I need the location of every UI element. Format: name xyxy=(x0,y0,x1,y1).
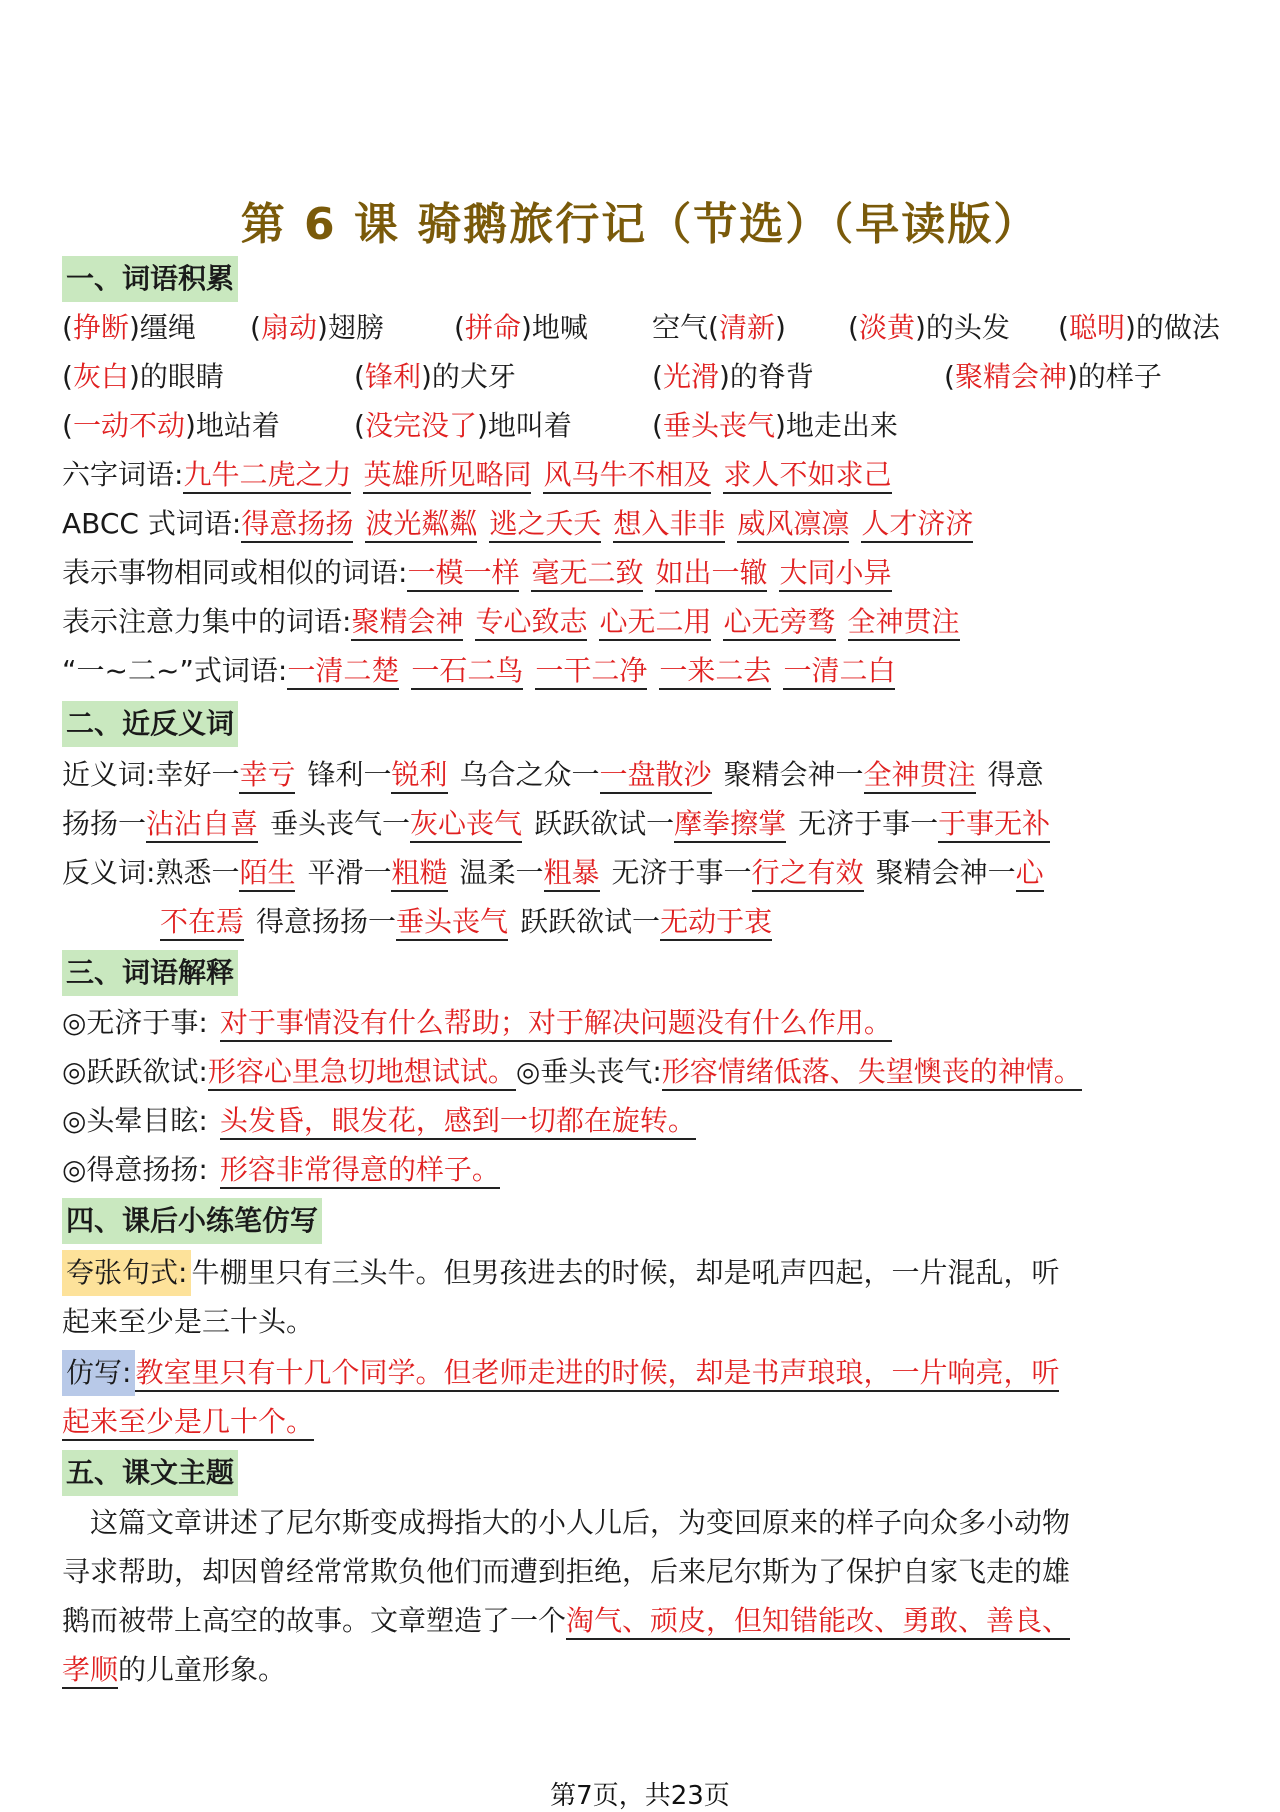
practice-imitation-line-2: 起来至少是几十个。 xyxy=(62,1399,314,1445)
imitation-label: 仿写: xyxy=(62,1350,135,1396)
practice-example-line-2: 起来至少是三十头。 xyxy=(62,1305,315,1338)
vocab-item: (锋利)的犬牙 xyxy=(354,360,516,393)
section-heading-synonyms xyxy=(62,701,238,747)
section-4-label: 四、课后小练笔仿写 xyxy=(62,1198,322,1244)
section-heading-practice xyxy=(62,1198,322,1244)
synonyms-line-2: 扬扬一沾沾自喜 垂头丧气一灰心丧气 跃跃欲试一摩拳擦掌 无济于事一于事无补 xyxy=(62,801,1050,847)
section-3-label: 三、词语解释 xyxy=(62,950,238,996)
word-list-label: 表示事物相同或相似的词语: xyxy=(62,556,408,589)
vocab-item: (垂头丧气)地走出来 xyxy=(652,409,898,442)
exaggeration-label: 夸张句式: xyxy=(62,1250,191,1296)
word-list-label: “一~二~”式词语: xyxy=(62,654,288,687)
antonyms-line-1: 反义词:熟悉一陌生 平滑一粗糙 温柔一粗暴 无济于事一行之有效 聚精会神一心 xyxy=(62,850,1044,896)
vocab-item: (光滑)的脊背 xyxy=(652,360,814,393)
vocab-item: (挣断)缰绳 xyxy=(62,311,196,344)
word-list-attention: 表示注意力集中的词语:聚精会神 专心致志 心无二用 心无旁骛 全神贯注 xyxy=(62,599,960,645)
explanation-2-3: ◎跃跃欲试:形容心里急切地想试试。◎垂头丧气:形容情绪低落、失望懊丧的神情。 xyxy=(62,1049,1082,1095)
theme-line-1: 这篇文章讲述了尼尔斯变成拇指大的小人儿后，为变回原来的样子向众多小动物 xyxy=(90,1506,1071,1539)
synonyms-line-1: 近义词:幸好一幸亏 锋利一锐利 乌合之众一一盘散沙 聚精会神一全神贯注 得意 xyxy=(62,752,1044,798)
theme-line-2: 寻求帮助，却因曾经常常欺负他们而遭到拒绝，后来尼尔斯为了保护自家飞走的雄 xyxy=(62,1555,1071,1588)
word-list-six-char: 六字词语:九牛二虎之力 英雄所见略同 风马牛不相及 求人不如求己 xyxy=(62,452,892,498)
explanation-1: ◎无济于事: 对于事情没有什么帮助；对于解决问题没有什么作用。 xyxy=(62,1000,892,1046)
vocab-item: (一动不动)地站着 xyxy=(62,409,280,442)
section-heading-explanations xyxy=(62,950,238,996)
vocab-item: (聪明)的做法 xyxy=(1058,311,1220,344)
vocab-item: (淡黄)的头发 xyxy=(848,311,1010,344)
vocab-item: (灰白)的眼睛 xyxy=(62,360,224,393)
vocab-item: (没完没了)地叫着 xyxy=(354,409,572,442)
page-title: 第 6 课 骑鹅旅行记（节选）（早读版） xyxy=(240,199,1040,250)
word-list-one-two: “一~二~”式词语:一清二楚 一石二鸟 一干二净 一来二去 一清二白 xyxy=(62,648,895,694)
section-heading-vocab xyxy=(62,256,238,302)
vocab-item: (聚精会神)的样子 xyxy=(944,360,1162,393)
page-footer: 第7页，共23页 xyxy=(550,1781,730,1811)
vocab-item: (拼命)地喊 xyxy=(454,311,588,344)
word-list-label: ABCC 式词语: xyxy=(62,507,242,540)
explanation-5: ◎得意扬扬: 形容非常得意的样子。 xyxy=(62,1147,500,1193)
explanation-4: ◎头晕目眩: 头发昏，眼发花，感到一切都在旋转。 xyxy=(62,1098,696,1144)
theme-line-3: 鹅而被带上高空的故事。文章塑造了一个淘气、顽皮，但知错能改、勇敢、善良、 xyxy=(62,1598,1070,1644)
vocab-item: 空气(清新) xyxy=(652,311,786,344)
word-list-abcc: ABCC 式词语:得意扬扬 波光粼粼 逃之夭夭 想入非非 威风凛凛 人才济济 xyxy=(62,501,973,547)
theme-line-4: 孝顺的儿童形象。 xyxy=(62,1647,286,1693)
word-list-label: 六字词语: xyxy=(62,458,184,491)
word-list-similar: 表示事物相同或相似的词语:一模一样 毫无二致 如出一辙 大同小异 xyxy=(62,550,892,596)
section-heading-theme xyxy=(62,1450,238,1496)
practice-example-line-1: 夸张句式: 牛棚里只有三头牛。但男孩进去的时候，却是吼声四起，一片混乱，听 xyxy=(62,1250,1059,1296)
section-1-label: 一、词语积累 xyxy=(62,256,238,302)
section-2-label: 二、近反义词 xyxy=(62,701,238,747)
antonyms-line-2: 不在焉 得意扬扬一垂头丧气 跃跃欲试一无动于衷 xyxy=(160,899,772,945)
section-5-label: 五、课文主题 xyxy=(62,1450,238,1496)
vocab-item: (扇动)翅膀 xyxy=(250,311,384,344)
practice-imitation-line-1: 仿写: 教室里只有十几个同学。但老师走进的时候，却是书声琅琅，一片响亮，听 xyxy=(62,1350,1059,1396)
word-list-label: 表示注意力集中的词语: xyxy=(62,605,352,638)
